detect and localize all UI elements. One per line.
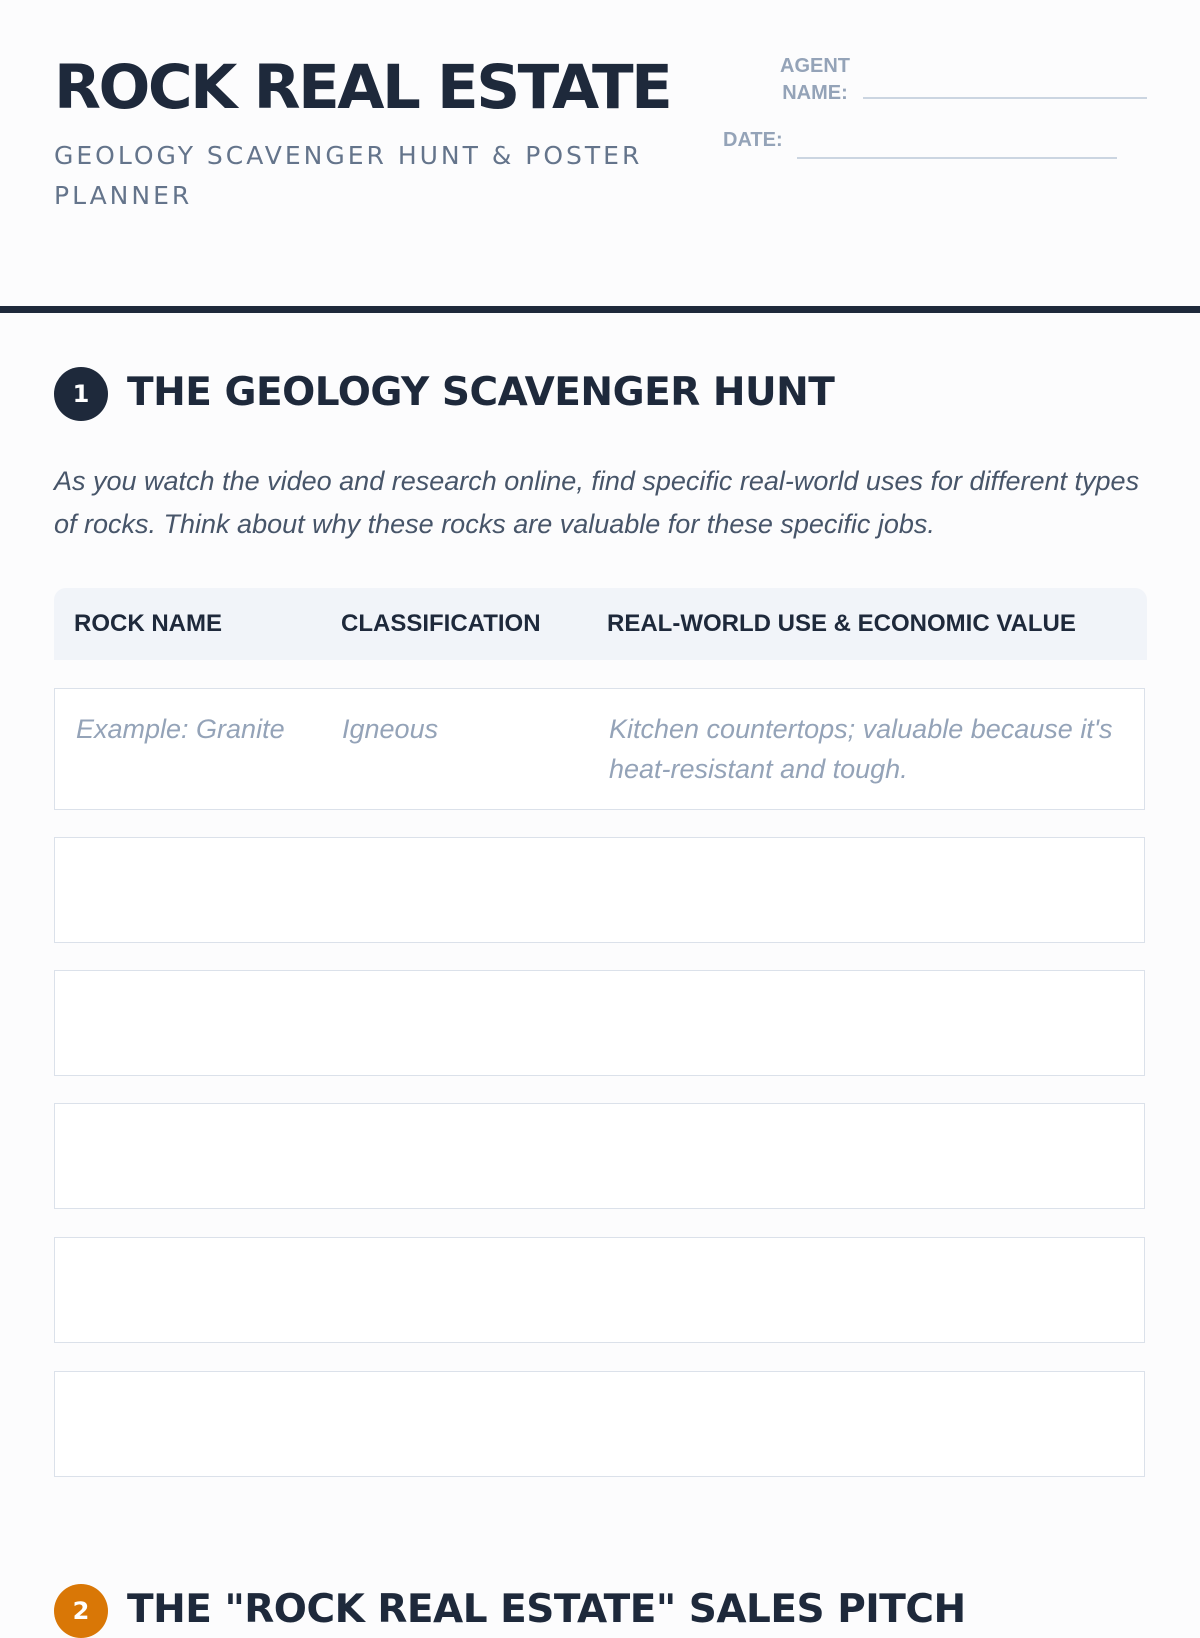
table-row[interactable] <box>54 1103 1145 1209</box>
agent-name-field[interactable] <box>863 87 1147 99</box>
agent-name-label: AGENT NAME: <box>780 55 850 104</box>
date-label: DATE: <box>723 129 783 151</box>
column-header-rock-name: ROCK NAME <box>74 610 222 637</box>
section-2-title: THE "ROCK REAL ESTATE" SALES PITCH <box>127 1587 966 1632</box>
column-header-classification: CLASSIFICATION <box>341 610 541 637</box>
example-classification: Igneous <box>342 714 439 744</box>
page-subtitle: GEOLOGY SCAVENGER HUNT & POSTER PLANNER <box>54 141 643 210</box>
section-2-number-badge: 2 <box>54 1584 108 1638</box>
page-title: ROCK REAL ESTATE <box>54 52 671 123</box>
table-row[interactable] <box>54 837 1145 943</box>
table-header <box>54 588 1147 660</box>
section-number-badge: 1 <box>54 367 108 421</box>
example-rock-name: Example: Granite <box>76 714 285 744</box>
header-divider <box>0 306 1200 313</box>
date-field[interactable] <box>797 147 1117 159</box>
example-use-value: Kitchen countertops; valuable because it's heat-resistant and tough. <box>609 714 1113 784</box>
example-row <box>54 688 1145 810</box>
column-header-use-value: REAL-WORLD USE & ECONOMIC VALUE <box>607 610 1076 637</box>
section-instructions: As you watch the video and research online, find specific real-world uses for different types of rocks. Think about why these rocks are valuable for these specific jobs. <box>54 466 1140 539</box>
table-row[interactable] <box>54 1237 1145 1343</box>
table-row[interactable] <box>54 970 1145 1076</box>
section-title: THE GEOLOGY SCAVENGER HUNT <box>127 370 835 415</box>
table-row[interactable] <box>54 1371 1145 1477</box>
